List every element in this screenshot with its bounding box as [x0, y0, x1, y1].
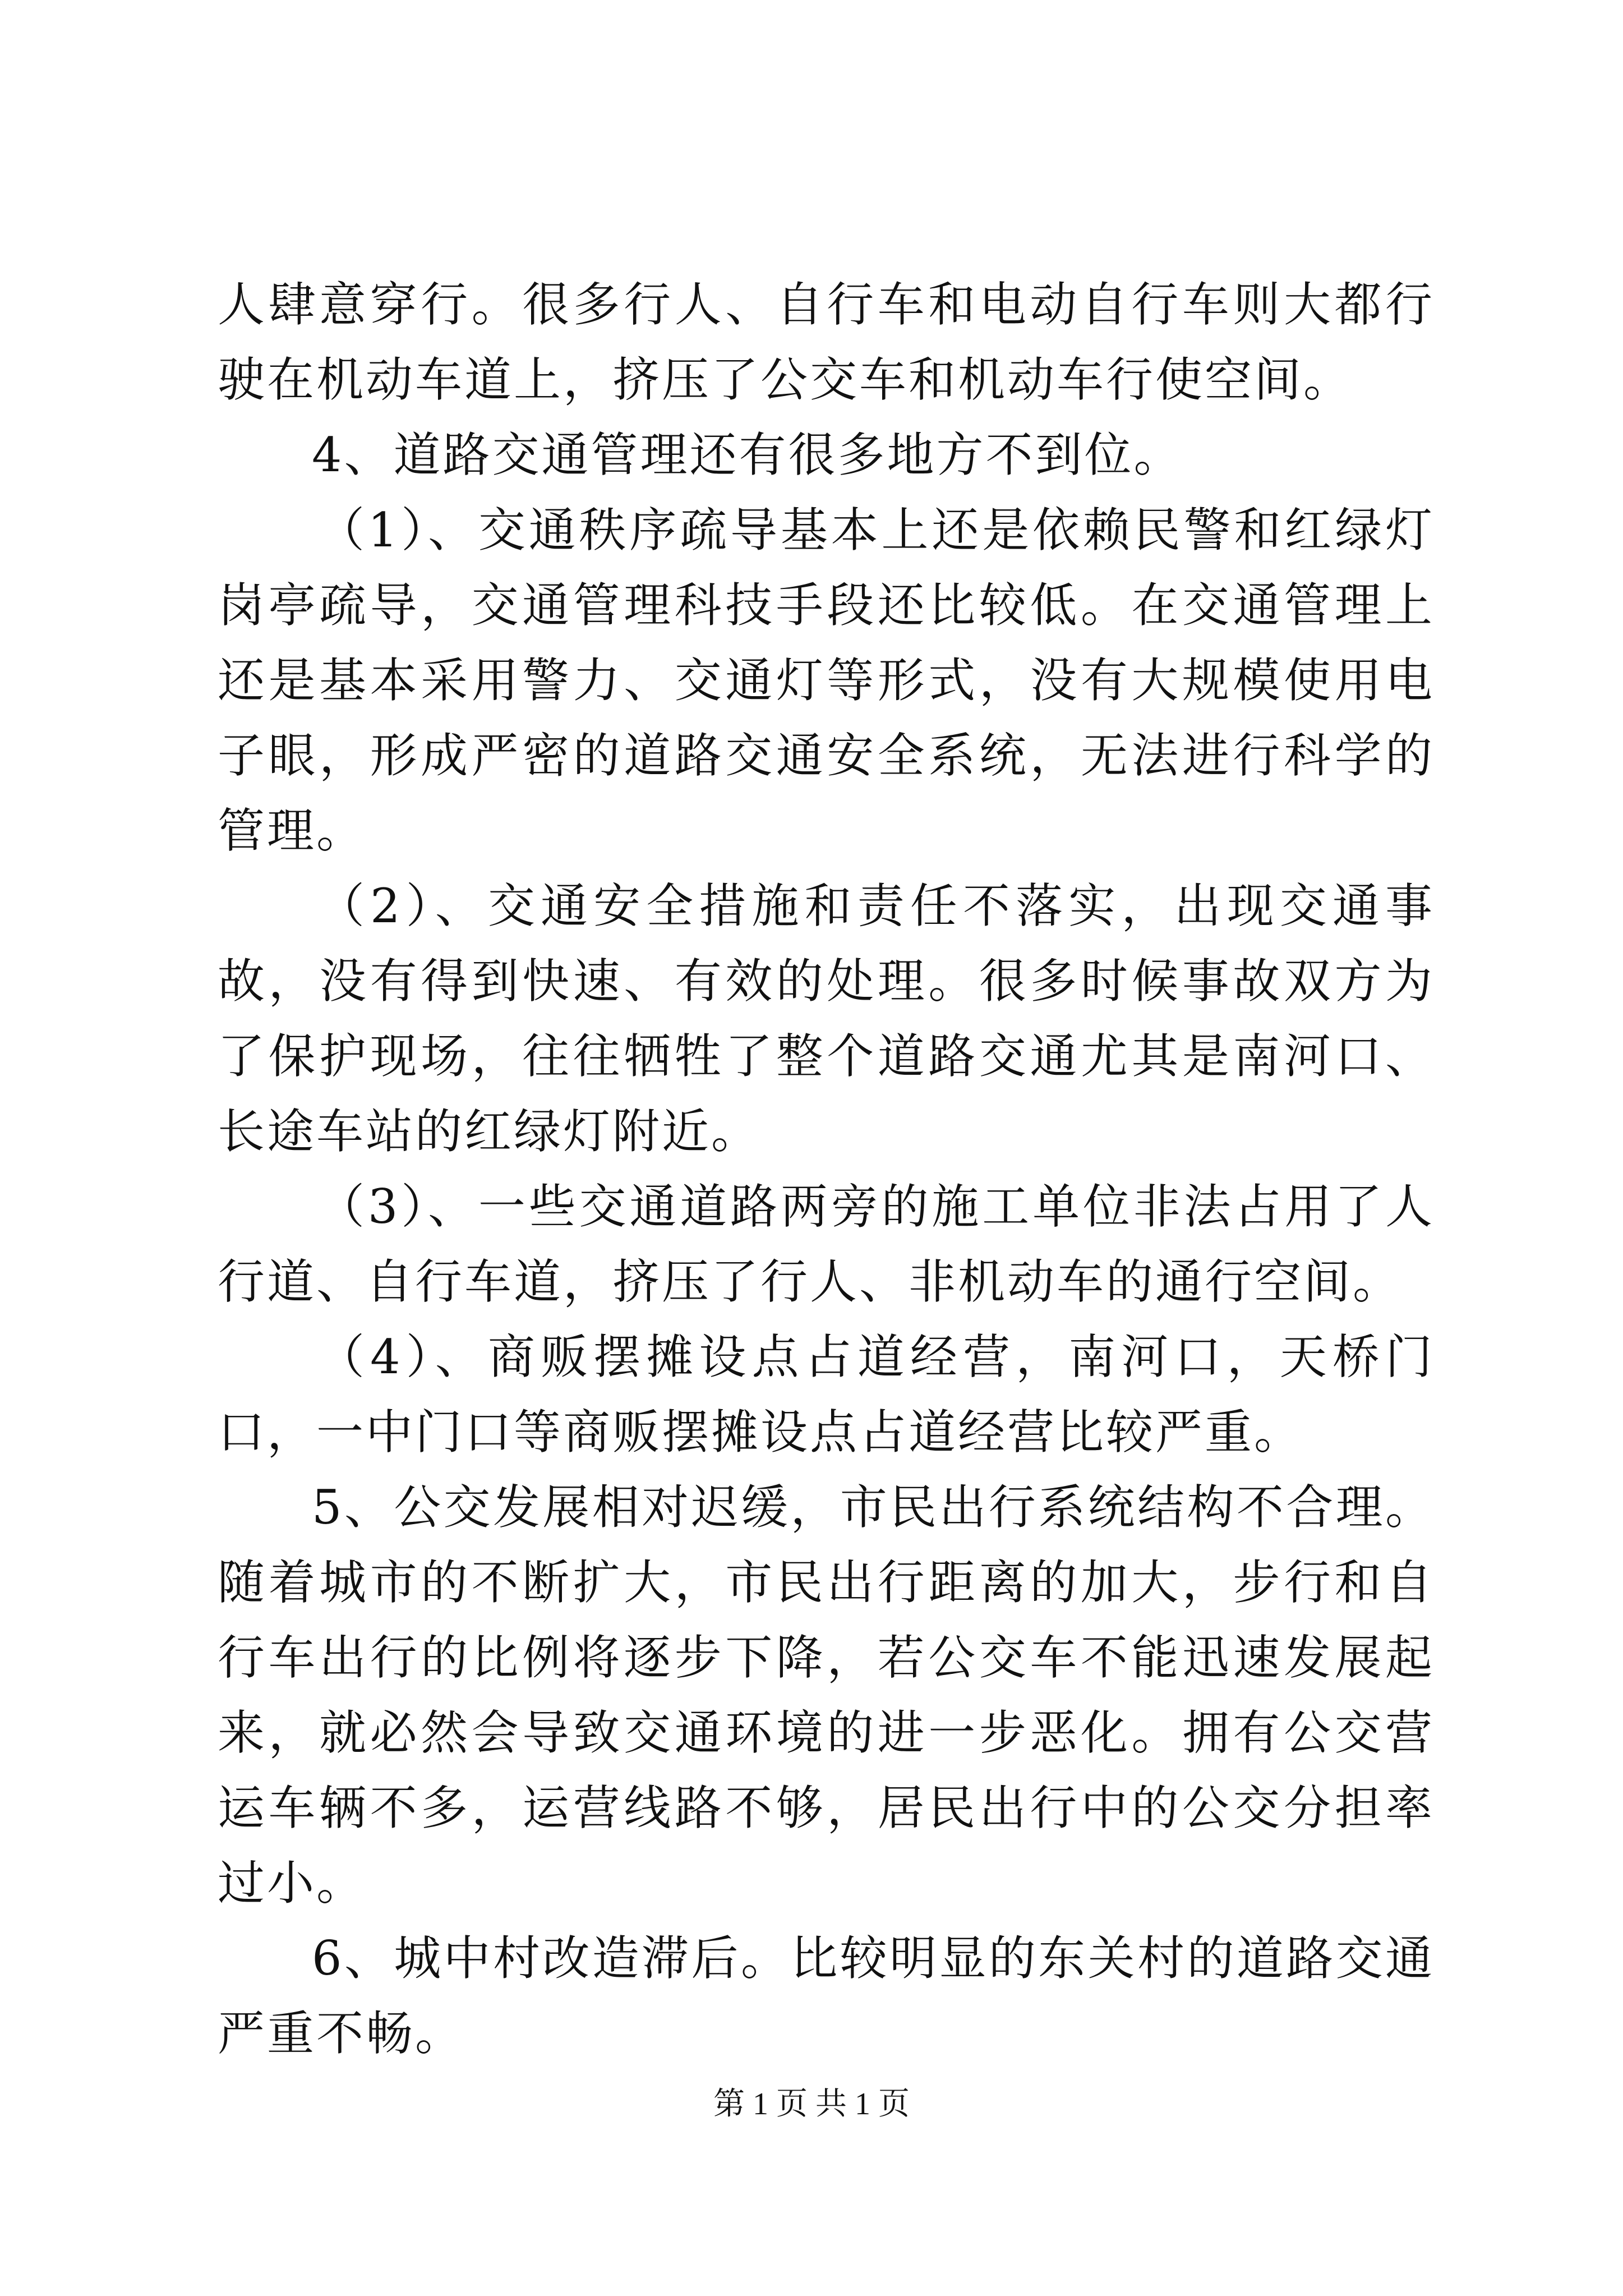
paragraph-subitem-2: （2）、交通安全措施和责任不落实，出现交通事故，没有得到快速、有效的处理。很多时候事故双方为了保护现场，往往牺牲了整个道路交通尤其是南河口、长途车站的红绿灯附近。 — [218, 878, 1435, 1159]
paragraph-continuation: 人肆意穿行。很多行人、自行车和电动自行车则大都行驶在机动车道上，挤压了公交车和机动车行使空间。 — [218, 277, 1435, 407]
paragraph-item-5: 5、公交发展相对迟缓，市民出行系统结构不合理。随着城市的不断扩大，市民出行距离的加大，步行和自行车出行的比例将逐步下降，若公交车不能迅速发展起来，就必然会导致交通环境的进一步恶化。拥有公交营运车辆不多，运营线路不够，居民出行中的公交分担率过小。 — [218, 1480, 1435, 1911]
document-body — [218, 267, 1435, 2071]
paragraph-subitem-1: （1）、交通秩序疏导基本上还是依赖民警和红绿灯岗亭疏导，交通管理科技手段还比较低。在交通管理上还是基本采用警力、交通灯等形式，没有大规模使用电子眼，形成严密的道路交通安全系统，无法进行科学的管理。 — [218, 503, 1435, 858]
paragraph-subitem-4: （4）、商贩摆摊设点占道经营，南河口，天桥门口，一中门口等商贩摆摊设点占道经营比较严重。 — [218, 1329, 1435, 1460]
paragraph-item-6: 6、城中村改造滞后。比较明显的东关村的道路交通严重不畅。 — [218, 1931, 1435, 2061]
paragraph-item-4: 4、道路交通管理还有很多地方不到位。 — [312, 427, 1183, 482]
paragraph-subitem-3: （3）、一些交通道路两旁的施工单位非法占用了人行道、自行车道，挤压了行人、非机动车的通行空间。 — [218, 1179, 1435, 1309]
page-number-footer: 第 1 页 共 1 页 — [713, 2087, 910, 2122]
